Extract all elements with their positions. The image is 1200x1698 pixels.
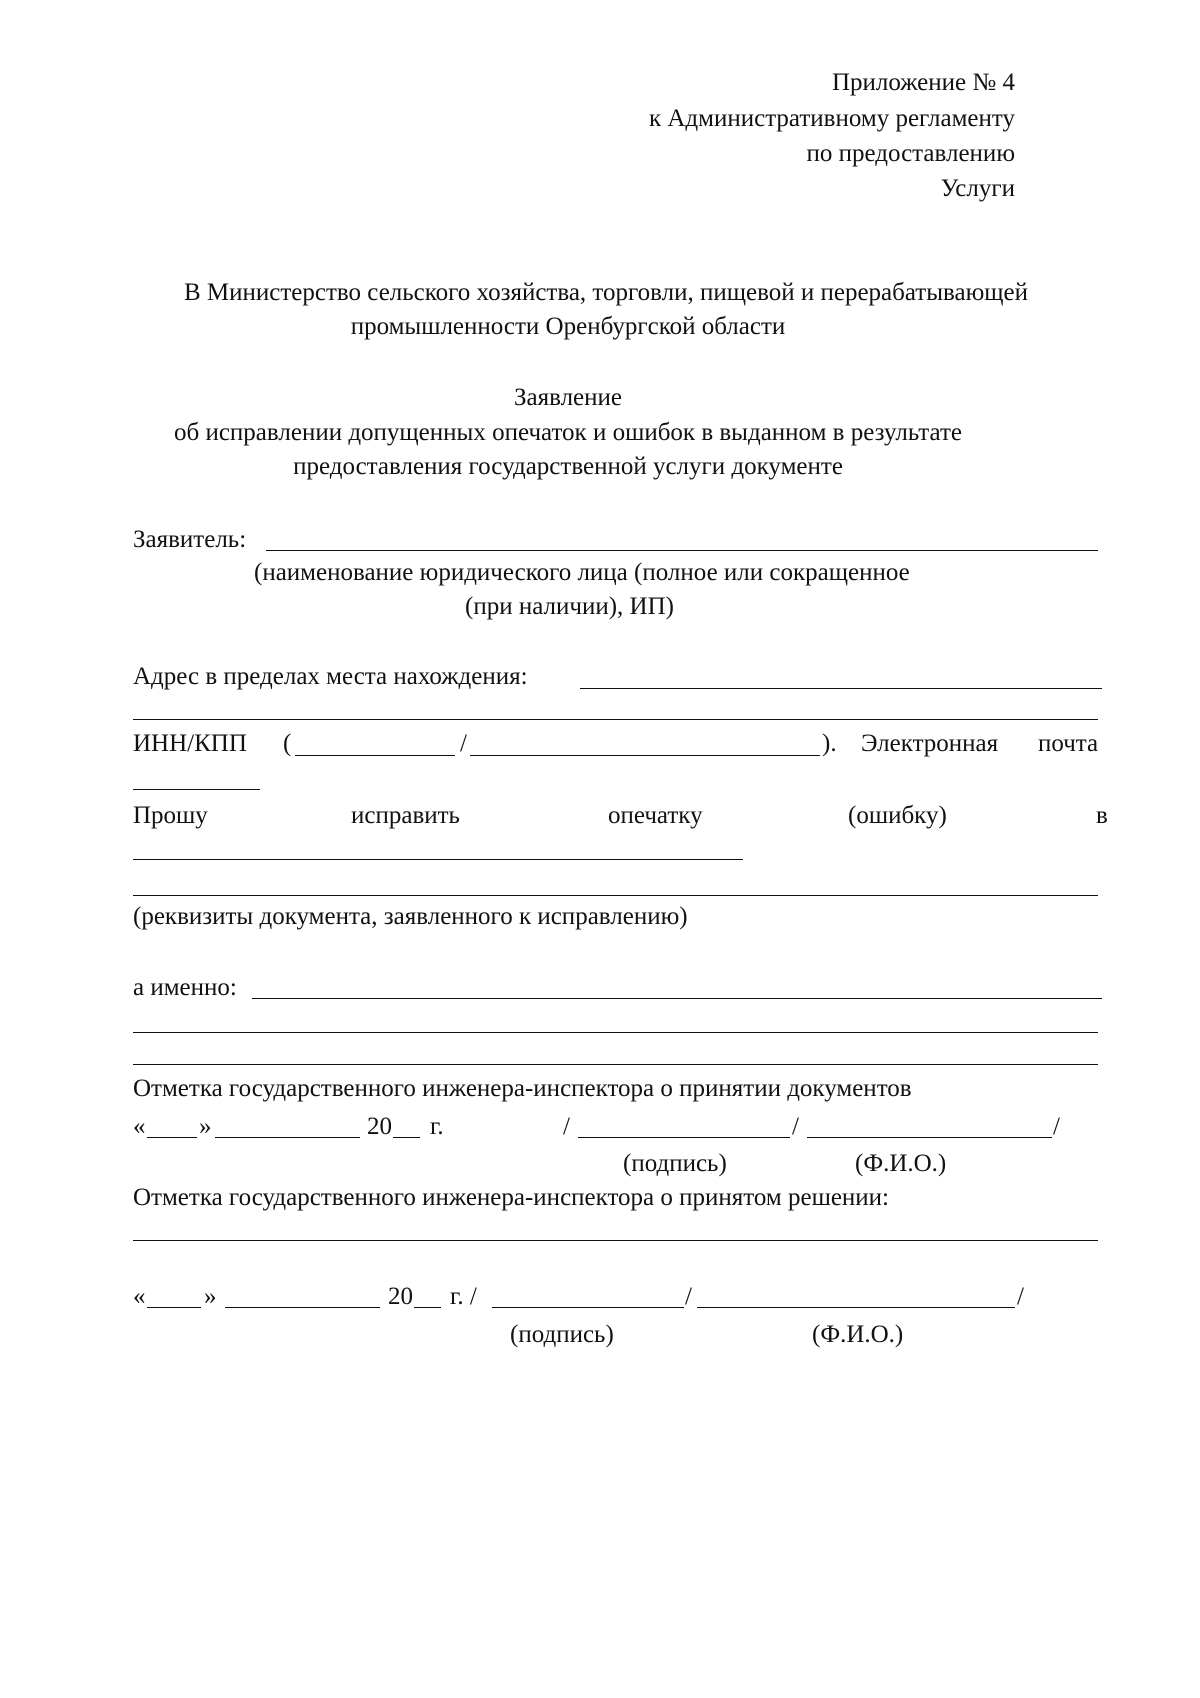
decision-quote-open: «: [133, 1283, 146, 1310]
decision-label: Отметка государственного инженера-инспектора о принятом решении:: [133, 1184, 889, 1211]
decision-year-field[interactable]: [414, 1307, 441, 1308]
acceptance-quote-close: »: [199, 1113, 212, 1140]
namely-label: а именно:: [133, 974, 237, 1001]
applicant-hint-2: (при наличии), ИП): [465, 593, 674, 620]
inn-slash: /: [460, 730, 467, 757]
decision-quote-close: »: [204, 1283, 217, 1310]
decision-slash-2: /: [685, 1283, 692, 1310]
request-word-2: исправить: [351, 802, 460, 829]
acceptance-year-suffix: г.: [430, 1113, 444, 1140]
decision-signature-field[interactable]: [492, 1307, 684, 1308]
acceptance-fio-hint: (Ф.И.О.): [855, 1150, 947, 1177]
address-label: Адрес в пределах места нахождения:: [133, 663, 528, 690]
decision-sign-hint: (подпись): [510, 1321, 614, 1348]
acceptance-year-field[interactable]: [393, 1137, 420, 1138]
acceptance-fio-field[interactable]: [807, 1137, 1052, 1138]
acceptance-sign-hint: (подпись): [623, 1150, 727, 1177]
inn-field[interactable]: [295, 755, 455, 756]
decision-fio-hint: (Ф.И.О.): [812, 1321, 904, 1348]
namely-field-3[interactable]: [133, 1064, 1098, 1065]
decision-field[interactable]: [133, 1240, 1098, 1241]
request-word-4: (ошибку): [848, 802, 947, 829]
appendix-line-3: по предоставлению: [806, 140, 1015, 167]
kpp-field[interactable]: [470, 755, 820, 756]
request-field-1[interactable]: [133, 859, 743, 860]
document-subtitle-1: об исправлении допущенных опечаток и ошибок в выданном в результате: [173, 419, 962, 446]
document-subtitle-2: предоставления государственной услуги документе: [293, 453, 843, 480]
email-label-1: Электронная: [861, 730, 999, 757]
decision-day-field[interactable]: [147, 1307, 201, 1308]
request-hint: (реквизиты документа, заявленного к исправлению): [133, 903, 688, 930]
appendix-line-4: Услуги: [940, 175, 1015, 202]
acceptance-year: 20: [367, 1113, 392, 1140]
acceptance-slash-3: /: [1053, 1113, 1060, 1140]
request-field-2[interactable]: [133, 895, 1098, 896]
decision-fio-field[interactable]: [697, 1307, 1015, 1308]
acceptance-slash-1: /: [563, 1113, 570, 1140]
email-label-2: почта: [1038, 730, 1099, 757]
inn-close: ).: [822, 730, 837, 757]
address-field[interactable]: [580, 688, 1102, 689]
addressee-line-2: промышленности Оренбургской области: [350, 313, 786, 340]
acceptance-quote-open: «: [133, 1113, 146, 1140]
acceptance-label: Отметка государственного инженера-инспектора о принятии документов: [133, 1075, 912, 1102]
acceptance-signature-field[interactable]: [578, 1137, 790, 1138]
acceptance-slash-2: /: [792, 1113, 799, 1140]
decision-slash-3: /: [1017, 1283, 1024, 1310]
acceptance-month-field[interactable]: [215, 1137, 360, 1138]
acceptance-day-field[interactable]: [147, 1137, 197, 1138]
request-word-1: Прошу: [133, 802, 208, 829]
email-field[interactable]: [133, 789, 260, 790]
namely-field-1[interactable]: [252, 998, 1102, 999]
applicant-hint-1: (наименование юридического лица (полное или сокращенное: [254, 559, 910, 586]
applicant-field[interactable]: [266, 550, 1098, 551]
inn-open-paren: (: [283, 730, 292, 757]
appendix-line-2: к Административному регламенту: [648, 105, 1015, 132]
inn-label: ИНН/КПП: [133, 730, 247, 757]
decision-year-suffix: г. /: [450, 1283, 477, 1310]
request-word-5: в: [1096, 802, 1108, 829]
namely-field-2[interactable]: [133, 1032, 1098, 1033]
decision-month-field[interactable]: [225, 1307, 380, 1308]
decision-year: 20: [388, 1283, 413, 1310]
applicant-label: Заявитель:: [133, 526, 247, 553]
address-field-2[interactable]: [133, 719, 1098, 720]
request-word-3: опечатку: [608, 802, 703, 829]
addressee-line-1: В Министерство сельского хозяйства, торговли, пищевой и перерабатывающей: [183, 279, 1029, 306]
appendix-line-1: Приложение № 4: [831, 69, 1015, 96]
document-title: Заявление: [513, 384, 623, 411]
